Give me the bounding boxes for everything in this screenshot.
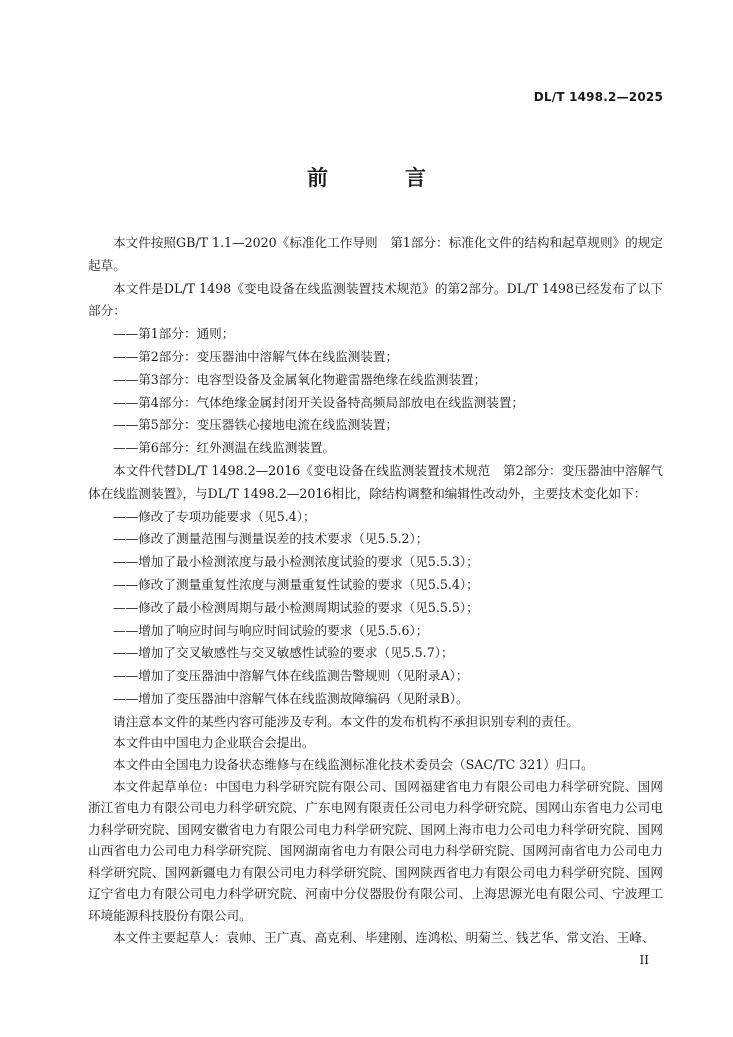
paragraph-under-jurisdiction: 本文件由全国电力设备状态维修与在线监测标准化技术委员会（SAC/TC 321）归口。 — [113, 756, 594, 772]
page-number: II — [639, 953, 649, 967]
list-item: ——第2部分：变压器油中溶解气体在线监测装置； — [113, 348, 399, 364]
list-item: ——修改了最小检测周期与最小检测周期试验的要求（见5.5.5）； — [113, 599, 479, 615]
paragraph-replacement: 本文件代替DL/T 1498.2—2016《变电设备在线监测装置技术规范 第2部分：变压器油中溶解气体在线监测装置》，与DL/T 1498.2—2016相比，除结构调整和编辑性改动外，主要技术变化如下： — [88, 462, 663, 501]
changes-list — [88, 506, 663, 711]
list-item: ——修改了专项功能要求（见5.4）； — [113, 508, 316, 524]
list-item: ——第1部分：通则； — [113, 326, 235, 342]
list-item: ——修改了测量范围与测量误差的技术要求（见5.5.2）； — [113, 531, 429, 547]
list-item: ——增加了最小检测浓度与最小检测浓度试验的要求（见5.5.3）； — [113, 554, 479, 570]
document-body — [88, 232, 663, 948]
paragraph-drafting-rules: 本文件按照GB/T 1.1—2020《标准化工作导则 第1部分：标准化文件的结构和起草规则》的规定起草。 — [88, 235, 663, 273]
page-title: 前 言 — [307, 166, 454, 190]
list-item: ——第3部分：电容型设备及金属氧化物避雷器绝缘在线监测装置； — [113, 371, 487, 387]
list-item: ——修改了测量重复性浓度与测量重复性试验的要求（见5.5.4）； — [113, 576, 479, 592]
paragraph-drafters: 本文件主要起草人：袁帅、王广真、高克利、毕建刚、连鸿松、明菊兰、钱艺华、常文治、王峰、 — [113, 929, 655, 945]
list-item: ——增加了变压器油中溶解气体在线监测告警规则（见附录A）； — [113, 668, 469, 684]
list-item: ——增加了响应时间与响应时间试验的要求（见5.5.6）； — [113, 622, 429, 638]
standard-code: DL/T 1498.2—2025 — [533, 90, 663, 104]
parts-list — [88, 323, 663, 460]
paragraph-patent-notice: 请注意本文件的某些内容可能涉及专利。本文件的发布机构不承担识别专利的责任。 — [113, 713, 579, 729]
list-item: ——增加了变压器油中溶解气体在线监测故障编码（见附录B）。 — [113, 690, 469, 706]
list-item: ——第4部分：气体绝缘金属封闭开关设备特高频局部放电在线监测装置； — [113, 394, 525, 410]
paragraph-series-intro: 本文件是DL/T 1498《变电设备在线监测装置技术规范》的第2部分。DL/T 1498已经发布了以下部分： — [88, 280, 663, 319]
paragraph-proposed-by: 本文件由中国电力企业联合会提出。 — [113, 735, 315, 751]
list-item: ——第5部分：变压器铁心接地电流在线监测装置； — [113, 417, 399, 433]
list-item: ——第6部分：红外测温在线监测装置。 — [113, 440, 336, 456]
paragraph-drafting-organizations: 本文件起草单位：中国电力科学研究院有限公司、国网福建省电力有限公司电力科学研究院、国网浙江省电力有限公司电力科学研究院、广东电网有限责任公司电力科学研究院、国网山东省电力公司电力科学研究院、国网安徽省电力有限公司电力科学研究院、国网上海市电力公司电力科学研究院、国网山西省电力公司电力科学研究院、国网湖南省电力有限公司电力科学研究院、国网河南省电力公司电力科学研究院、国网新疆电力有限公司电力科学研究院、国网陕西省电力有限公司电力科学研究院、国网辽宁省电力有限公司电力科学研究院、河南中分仪器股份有限公司、上海思源光电有限公司、宁波理工环境能源科技股份有限公司。 — [88, 778, 663, 924]
list-item: ——增加了交叉敏感性与交叉敏感性试验的要求（见5.5.7）； — [113, 645, 454, 661]
